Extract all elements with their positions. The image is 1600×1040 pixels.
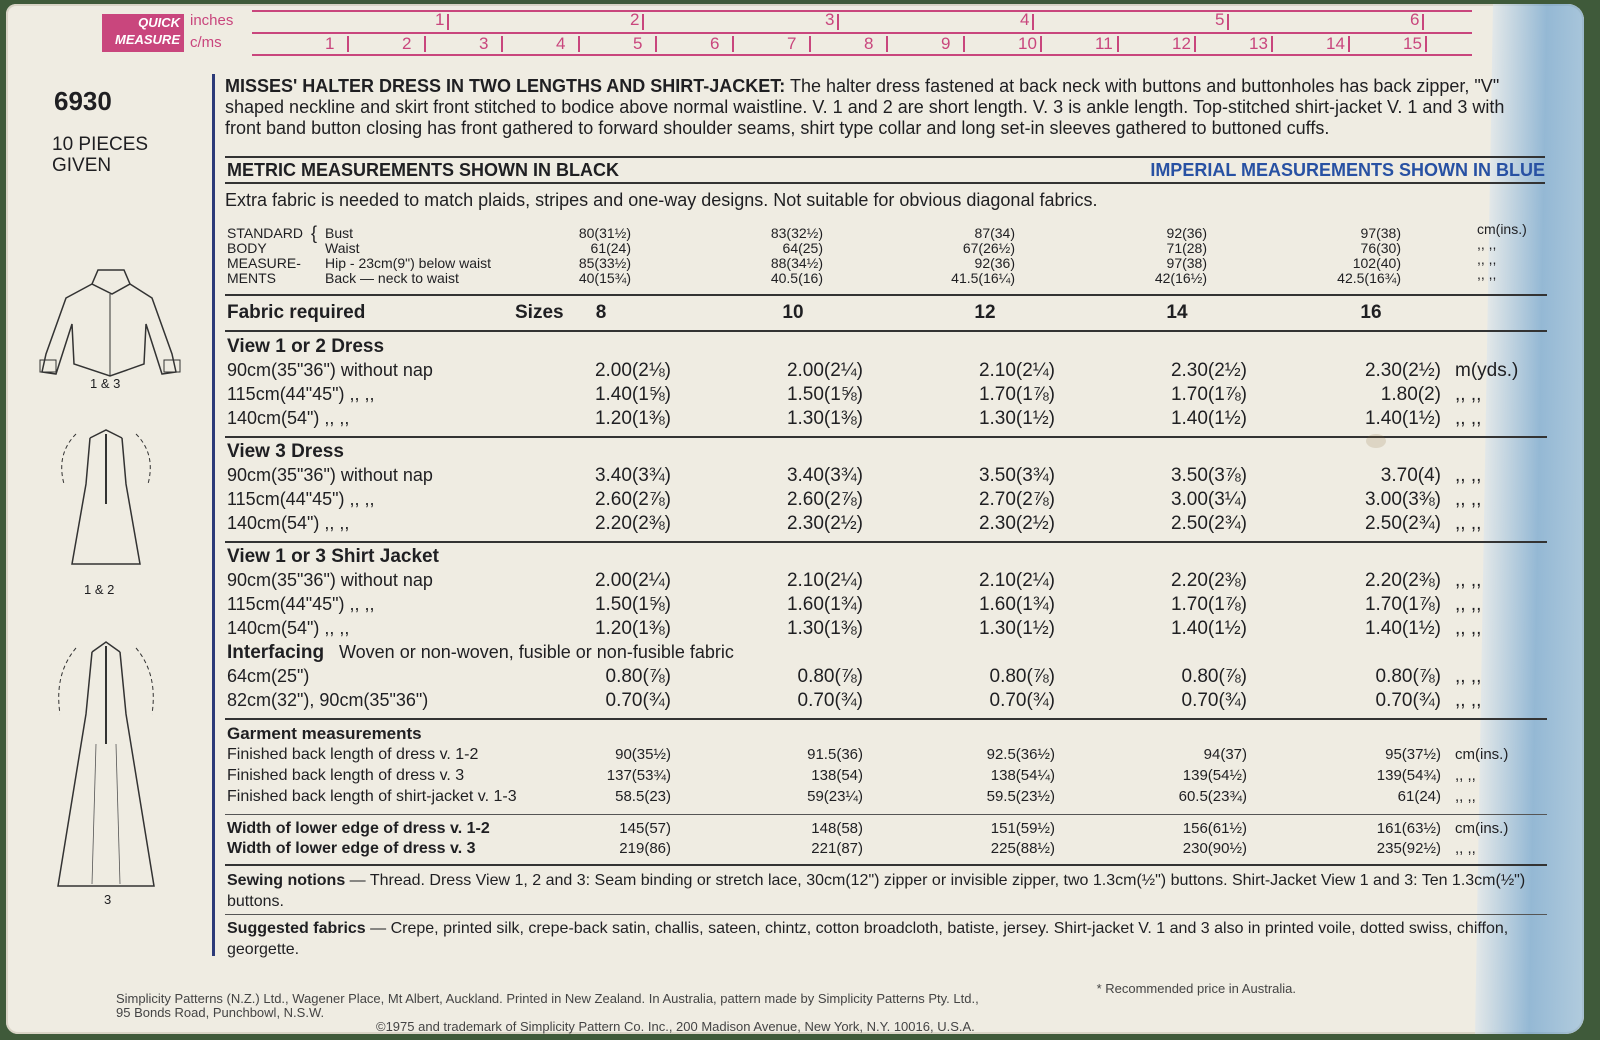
fabric-value: 0.70(¾) xyxy=(1181,690,1247,711)
body-row-label: Hip - 23cm(9") below waist xyxy=(325,255,492,271)
fabric-value: 3.50(3¾) xyxy=(978,465,1055,486)
body-row-label: Back — neck to waist xyxy=(325,270,459,286)
fabric-value: 138(54¼) xyxy=(990,767,1055,784)
fabric-value: 139(54½) xyxy=(1182,767,1247,784)
imperial-note: IMPERIAL MEASUREMENTS SHOWN IN BLUE xyxy=(1150,160,1545,180)
fabric-value: 2.60(2⅞) xyxy=(786,489,863,510)
fabric-value: 235(92½) xyxy=(1376,840,1441,857)
pattern-description xyxy=(225,76,1545,139)
quick-measure-ruler xyxy=(102,10,1472,54)
ruler-tick xyxy=(732,36,734,52)
ruler-cm-mark: 11 xyxy=(1095,34,1113,53)
fabric-value: 94(37) xyxy=(1203,746,1247,763)
body-measure-value: 40(15¾) xyxy=(578,270,631,286)
fabric-value: 1.60(1¾) xyxy=(786,594,863,615)
fabric-value: 3.00(3⅜) xyxy=(1364,489,1441,510)
unit-label: ,, ,, xyxy=(1455,384,1482,405)
fabric-row-label: Width of lower edge of dress v. 1-2 xyxy=(227,820,490,837)
fabric-value: 3.50(3⅞) xyxy=(1170,465,1247,486)
garment-title: Garment measurements xyxy=(227,724,422,743)
ruler-tick xyxy=(347,36,349,52)
extra-fabric-note: Extra fabric is needed to match plaids, stripes and one-way designs. Not suitable for obvious diagonal fabrics. xyxy=(225,190,1098,210)
body-measure-value: 40.5(16) xyxy=(770,270,823,286)
fabric-value: 0.80(⅞) xyxy=(989,666,1055,687)
fabric-value: 0.80(⅞) xyxy=(1181,666,1247,687)
unit-label: ,, ,, xyxy=(1455,767,1476,784)
fabric-value: 1.40(1½) xyxy=(1170,618,1247,639)
body-measure-value: 76(30) xyxy=(1360,240,1401,256)
unit-label: cm(ins.) xyxy=(1455,820,1509,837)
ruler-cm-mark: 1 xyxy=(325,34,335,53)
body-measure-value: 61(24) xyxy=(590,240,631,256)
fabric-row-label: 64cm(25") xyxy=(227,666,310,686)
body-label-line: MENTS xyxy=(227,270,276,286)
ruler-tick xyxy=(1422,14,1424,30)
fabric-row-label: Finished back length of dress v. 1-2 xyxy=(227,746,479,763)
ruler-inch-mark: 2 xyxy=(630,10,640,29)
ruler-tick xyxy=(1117,36,1119,52)
fabric-value: 0.70(¾) xyxy=(1375,690,1441,711)
unit-label: ,, ,, xyxy=(1455,570,1482,591)
size-header: 14 xyxy=(1166,302,1188,323)
fabric-value: 2.30(2½) xyxy=(786,513,863,534)
fabric-value: 1.70(1⅞) xyxy=(1170,594,1247,615)
fabric-value: 2.30(2½) xyxy=(1170,360,1247,381)
fabric-value: 0.80(⅞) xyxy=(797,666,863,687)
ruler-tick xyxy=(886,36,888,52)
ruler-tick xyxy=(1227,14,1229,30)
fabric-value: 1.70(1⅞) xyxy=(978,384,1055,405)
body-measure-value: 92(36) xyxy=(974,255,1015,271)
section-title: View 1 or 2 Dress xyxy=(227,336,385,357)
body-unit: ,, ,, xyxy=(1477,236,1497,252)
ruler-inch-mark: 3 xyxy=(825,10,835,29)
stain xyxy=(1366,434,1386,448)
ruler-cm-mark: 7 xyxy=(787,34,797,53)
body-measure-column xyxy=(1301,226,1401,286)
fabric-value: 219(86) xyxy=(619,840,671,857)
ruler-tick xyxy=(809,36,811,52)
unit-label: ,, ,, xyxy=(1455,840,1476,857)
pattern-envelope-back xyxy=(6,4,1584,1034)
body-measure-value: 97(38) xyxy=(1360,225,1401,241)
fabric-value: 1.50(1⅝) xyxy=(594,594,671,615)
unit-label: ,, ,, xyxy=(1455,788,1476,805)
fabric-value: 145(57) xyxy=(619,820,671,837)
body-label-line: MEASURE- xyxy=(227,255,301,271)
fabric-value: 61(24) xyxy=(1397,788,1441,805)
fabric-value: 3.70(4) xyxy=(1380,465,1441,486)
fabric-value: 2.50(2¾) xyxy=(1364,513,1441,534)
ruler-inch-mark: 1 xyxy=(435,10,445,29)
footer-line-2: 95 Bonds Road, Punchbowl, N.S.W. xyxy=(116,1005,325,1020)
ruler-inch-unit: inches xyxy=(190,12,234,29)
fabric-row-label: 82cm(32"), 90cm(35"36") xyxy=(227,690,429,710)
body-unit: ,, ,, xyxy=(1477,251,1497,267)
fabric-row-label: 140cm(54") ,, ,, xyxy=(227,513,350,533)
fabric-value: 1.40(1½) xyxy=(1170,408,1247,429)
body-label-line: STANDARD xyxy=(227,225,303,241)
fabric-value: 91.5(36) xyxy=(807,746,863,763)
ruler-tick xyxy=(1348,36,1350,52)
fabric-value: 1.80(2) xyxy=(1380,384,1441,405)
body-measure-column xyxy=(1107,226,1207,286)
fabric-value: 2.30(2½) xyxy=(978,513,1055,534)
fabric-row-label: Finished back length of shirt-jacket v. 1-3 xyxy=(227,788,517,805)
price-note: * Recommended price in Australia. xyxy=(1096,981,1296,996)
fabric-value: 2.20(2⅜) xyxy=(594,513,671,534)
fabric-value: 3.40(3¾) xyxy=(594,465,671,486)
fabric-row-label: 90cm(35"36") without nap xyxy=(227,360,433,380)
fabric-value: 1.40(1½) xyxy=(1364,618,1441,639)
body-measure-rows xyxy=(325,226,491,286)
fabric-row-label: Finished back length of dress v. 3 xyxy=(227,767,465,784)
size-header: 16 xyxy=(1360,302,1382,323)
ruler-cm-mark: 10 xyxy=(1018,34,1037,53)
fabric-value: 58.5(23) xyxy=(615,788,671,805)
fabric-value: 0.70(¾) xyxy=(797,690,863,711)
fabric-value: 1.30(1½) xyxy=(978,408,1055,429)
section-title: View 1 or 3 Shirt Jacket xyxy=(227,546,439,567)
ruler-tick xyxy=(1425,36,1427,52)
ruler-tick xyxy=(578,36,580,52)
pattern-description-text: The halter dress fastened at back neck with buttons and buttonholes has back zipper, "V" shaped neckline and skirt front stitched to bodice above normal waistline. V. 1 and 2 are short length. V. 3 is ankle length. Top-stitched shirt-jacket V. 1 and 3 with front band button closing has front gathered to forward shoulder seams, shirt type collar and long set-in sleeves gathered to buttoned cuffs. xyxy=(225,76,1505,138)
fabric-value: 1.40(1½) xyxy=(1364,408,1441,429)
ruler-tick xyxy=(642,14,644,30)
ruler-cm-mark: 2 xyxy=(402,34,412,53)
unit-label: ,, ,, xyxy=(1455,666,1482,687)
pieces-given-word: GIVEN xyxy=(52,155,112,176)
fabric-value: 2.70(2⅞) xyxy=(978,489,1055,510)
body-measure-label xyxy=(227,226,303,286)
ruler-inch-mark: 4 xyxy=(1020,10,1030,29)
fabric-value: 1.30(1⅜) xyxy=(786,618,863,639)
fabric-value: 139(54¾) xyxy=(1376,767,1441,784)
fabric-value: 2.20(2⅜) xyxy=(1170,570,1247,591)
section-title: View 3 Dress xyxy=(227,441,344,462)
fabric-row-label: 90cm(35"36") without nap xyxy=(227,570,433,590)
section-divider xyxy=(225,436,1547,438)
fabric-value: 138(54) xyxy=(811,767,863,784)
suggested-fabrics-text: — Crepe, printed silk, crepe-back satin, challis, sateen, chintz, cotton broadcloth, batiste, jersey. Shirt-jacket V. 1 and 3 also in printed voile, dotted swiss, chiffon, georgette. xyxy=(227,920,1509,958)
metric-note: METRIC MEASUREMENTS SHOWN IN BLACK xyxy=(227,160,619,180)
body-measure-value: 102(40) xyxy=(1352,255,1401,271)
fabric-value: 2.00(2¼) xyxy=(594,570,671,591)
unit-label: m(yds.) xyxy=(1455,360,1519,381)
body-measure-value: 85(33½) xyxy=(578,255,631,271)
ruler-tick xyxy=(1032,14,1034,30)
fabric-value: 59(23¼) xyxy=(807,788,863,805)
ruler-tick xyxy=(655,36,657,52)
ruler-cm-mark: 15 xyxy=(1403,34,1422,53)
ruler-cm-mark: 13 xyxy=(1249,34,1268,53)
fabric-value: 59.5(23½) xyxy=(986,788,1055,805)
size-header: 8 xyxy=(595,302,607,323)
ruler-tick xyxy=(1040,36,1042,52)
ruler-tick xyxy=(424,36,426,52)
fabric-value: 137(53¾) xyxy=(606,767,671,784)
ruler-tick xyxy=(1271,36,1273,52)
unit-label: ,, ,, xyxy=(1455,594,1482,615)
fabric-value: 2.20(2⅜) xyxy=(1364,570,1441,591)
body-bracket: { xyxy=(311,223,318,243)
body-measure-value: 64(25) xyxy=(782,240,823,256)
fabric-value: 2.00(2¼) xyxy=(786,360,863,381)
body-measure-value: 88(34½) xyxy=(770,255,823,271)
fabric-value: 2.50(2¾) xyxy=(1170,513,1247,534)
unit-label: ,, ,, xyxy=(1455,408,1482,429)
body-measure-column xyxy=(915,226,1015,286)
ruler-tick xyxy=(447,14,449,30)
suggested-fabrics-title: Suggested fabrics xyxy=(227,920,366,937)
ruler-tick xyxy=(963,36,965,52)
sizes-label: Sizes xyxy=(515,302,564,323)
interfacing-desc: Woven or non-woven, fusible or non-fusible fabric xyxy=(339,642,734,662)
ruler-cm-mark: 4 xyxy=(556,34,566,53)
fabric-value: 2.10(2¼) xyxy=(786,570,863,591)
fabric-row-label: 115cm(44"45") ,, ,, xyxy=(227,489,375,509)
fabric-value: 0.80(⅞) xyxy=(605,666,671,687)
body-unit: cm(ins.) xyxy=(1477,221,1527,237)
fabric-value: 1.60(1¾) xyxy=(978,594,1055,615)
fabric-row-label: 90cm(35"36") without nap xyxy=(227,465,433,485)
size-header: 10 xyxy=(782,302,804,323)
unit-label: ,, ,, xyxy=(1455,465,1482,486)
sewing-notions-text: — Thread. Dress View 1, 2 and 3: Seam binding or stretch lace, 30cm(12") zipper or invisible zipper, two 1.3cm(½") buttons. Shirt-Jacket View 1 and 3: Ten 1.3cm(½") buttons. xyxy=(227,872,1526,910)
fig-label-2: 1 & 2 xyxy=(84,582,115,597)
ruler-inch-mark: 5 xyxy=(1215,10,1225,29)
fabric-value: 1.20(1⅜) xyxy=(594,408,671,429)
ruler-cm-mark: 14 xyxy=(1326,34,1345,53)
fabric-value: 1.30(1⅜) xyxy=(786,408,863,429)
ruler-cm-mark: 3 xyxy=(479,34,489,53)
body-measure-column xyxy=(531,226,631,286)
pattern-info-card xyxy=(212,74,1563,956)
fabric-value: 2.10(2¼) xyxy=(978,360,1055,381)
fabric-row-label: 115cm(44"45") ,, ,, xyxy=(227,384,375,404)
fabric-value: 1.40(1⅝) xyxy=(594,384,671,405)
fig-label-3: 3 xyxy=(104,892,112,907)
ruler-cm-mark: 5 xyxy=(633,34,643,53)
body-measure-value: 42(16½) xyxy=(1154,270,1207,286)
fabric-value: 3.40(3¾) xyxy=(786,465,863,486)
shirt-jacket-sketch xyxy=(26,264,196,384)
side-panel xyxy=(6,64,202,964)
fabric-value: 1.30(1½) xyxy=(978,618,1055,639)
ruler-tick xyxy=(837,14,839,30)
fabric-row-label: 140cm(54") ,, ,, xyxy=(227,408,350,428)
ruler-tick xyxy=(1194,36,1196,52)
fabric-value: 2.10(2¼) xyxy=(978,570,1055,591)
interfacing-title: Interfacing xyxy=(227,642,325,663)
suggested-fabrics xyxy=(227,918,1547,960)
body-measure-value: 83(32½) xyxy=(770,225,823,241)
pieces-count: 10 PIECES xyxy=(52,134,149,155)
fabric-value: 2.30(2½) xyxy=(1364,360,1441,381)
ruler-inch-mark: 6 xyxy=(1410,10,1420,29)
body-label-line: BODY xyxy=(227,240,267,256)
section-divider xyxy=(225,541,1547,543)
fabric-value: 148(58) xyxy=(811,820,863,837)
fabric-row-label: 115cm(44"45") ,, ,, xyxy=(227,594,375,614)
sewing-notions-title: Sewing notions xyxy=(227,872,346,889)
fabric-required-label: Fabric required xyxy=(227,302,366,323)
body-measure-value: 67(26½) xyxy=(962,240,1015,256)
fabric-value: 1.70(1⅞) xyxy=(1170,384,1247,405)
fabric-value: 1.70(1⅞) xyxy=(1364,594,1441,615)
fabric-value: 92.5(36½) xyxy=(986,746,1055,763)
body-measure-column xyxy=(723,226,823,286)
ruler-cm-mark: 12 xyxy=(1172,34,1191,53)
body-row-label: Bust xyxy=(325,225,354,241)
fabric-value: 156(61½) xyxy=(1182,820,1247,837)
fabric-value: 230(90½) xyxy=(1182,840,1247,857)
body-measure-value: 92(36) xyxy=(1166,225,1207,241)
body-measure-value: 80(31½) xyxy=(578,225,631,241)
fabric-value: 2.60(2⅞) xyxy=(594,489,671,510)
ruler-badge: QUICK MEASURE xyxy=(102,14,184,52)
fabric-value: 2.00(2⅛) xyxy=(594,360,671,381)
ruler-cm-mark: 6 xyxy=(710,34,720,53)
unit-label: ,, ,, xyxy=(1455,513,1482,534)
fabric-value: 0.70(¾) xyxy=(605,690,671,711)
unit-label: cm(ins.) xyxy=(1455,746,1509,763)
body-measure-value: 97(38) xyxy=(1166,255,1207,271)
body-measure-value: 71(28) xyxy=(1166,240,1207,256)
pieces-given xyxy=(52,134,148,176)
fabric-value: 0.70(¾) xyxy=(989,690,1055,711)
publisher-footer xyxy=(116,982,1296,1034)
footer-line-3: ©1975 and trademark of Simplicity Pattern Co. Inc., 200 Madison Avenue, New York, N.Y. 10016, U.S.A. xyxy=(376,1019,975,1034)
fabric-value: 225(88½) xyxy=(990,840,1055,857)
body-row-label: Waist xyxy=(325,240,360,256)
unit-label: ,, ,, xyxy=(1455,690,1482,711)
fabric-value: 90(35½) xyxy=(615,746,671,763)
fabric-row-label: 140cm(54") ,, ,, xyxy=(227,618,350,638)
ruler-cm-mark: 9 xyxy=(941,34,951,53)
body-measure-value: 41.5(16¼) xyxy=(951,270,1015,286)
fig-label-1: 1 & 3 xyxy=(90,376,121,391)
fabric-value: 1.20(1⅜) xyxy=(594,618,671,639)
fabric-value: 3.00(3¼) xyxy=(1170,489,1247,510)
sewing-notions xyxy=(227,870,1547,912)
fabric-value: 161(63½) xyxy=(1376,820,1441,837)
fabric-value: 151(59½) xyxy=(990,820,1055,837)
body-units xyxy=(1477,222,1527,282)
size-header: 12 xyxy=(974,302,996,323)
fabric-row-label: Width of lower edge of dress v. 3 xyxy=(227,840,476,857)
long-dress-sketch xyxy=(36,634,176,894)
fabric-value: 95(37½) xyxy=(1385,746,1441,763)
unit-label: ,, ,, xyxy=(1455,489,1482,510)
fabric-value: 1.50(1⅝) xyxy=(786,384,863,405)
body-unit: ,, ,, xyxy=(1477,266,1497,282)
footer-line-1: Simplicity Patterns (N.Z.) Ltd., Wagener Place, Mt Albert, Auckland. Printed in New Zealand. In Australia, pattern made by Simplicity Patterns Pty. Ltd., xyxy=(116,991,979,1006)
body-measure-value: 42.5(16¾) xyxy=(1337,270,1401,286)
pattern-title: MISSES' HALTER DRESS IN TWO LENGTHS AND SHIRT-JACKET: xyxy=(225,76,786,96)
short-dress-sketch xyxy=(46,424,166,574)
ruler-tick xyxy=(501,36,503,52)
body-measure-value: 87(34) xyxy=(974,225,1015,241)
unit-label: ,, ,, xyxy=(1455,618,1482,639)
fabric-value: 0.80(⅞) xyxy=(1375,666,1441,687)
ruler-cm-unit: c/ms xyxy=(190,34,222,51)
fabric-value: 221(87) xyxy=(811,840,863,857)
measurement-header xyxy=(225,156,1545,184)
ruler-cm-mark: 8 xyxy=(864,34,874,53)
fabric-value: 60.5(23¾) xyxy=(1178,788,1247,805)
pattern-number: 6930 xyxy=(54,86,112,116)
